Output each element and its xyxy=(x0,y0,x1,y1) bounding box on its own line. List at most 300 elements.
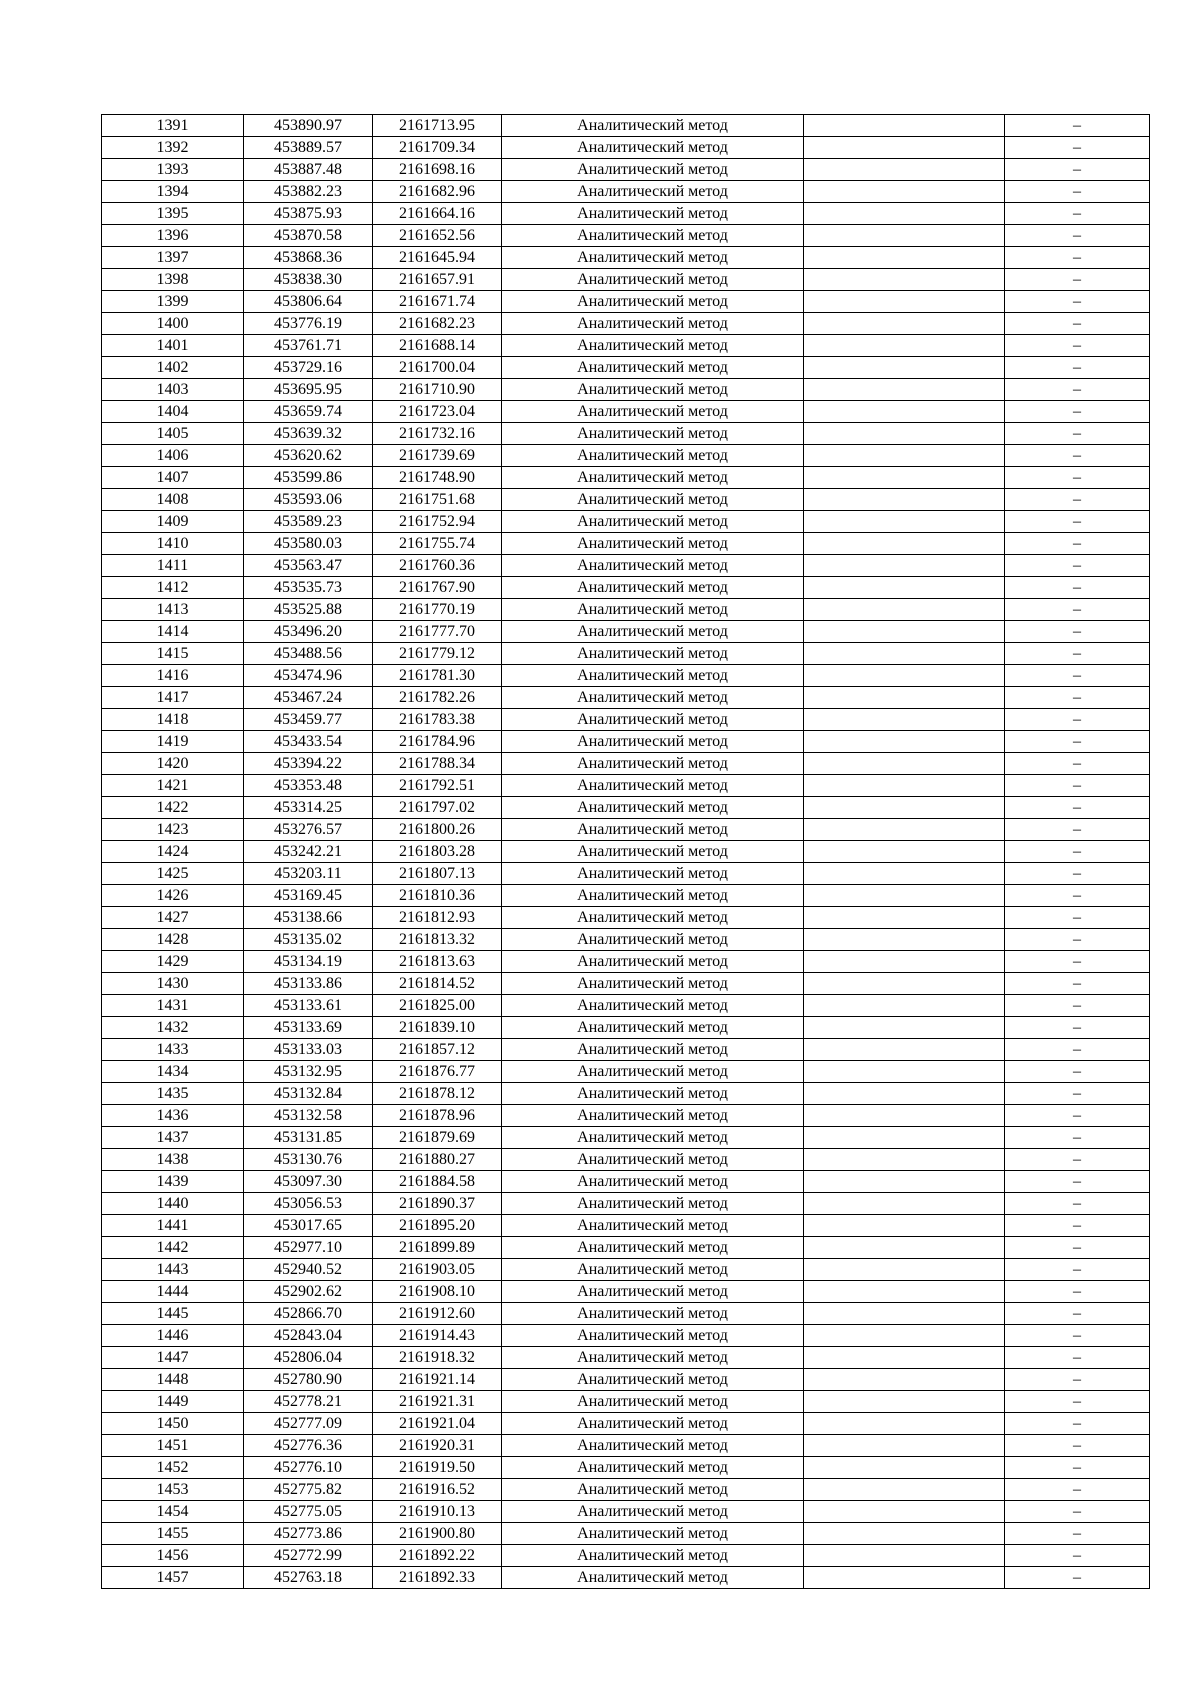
method-cell: Аналитический метод xyxy=(502,1193,804,1215)
point-number-cell: 1415 xyxy=(102,643,244,665)
point-number-cell: 1399 xyxy=(102,291,244,313)
y-coordinate-cell: 2161879.69 xyxy=(373,1127,502,1149)
x-coordinate-cell: 453314.25 xyxy=(244,797,373,819)
x-coordinate-cell: 453133.69 xyxy=(244,1017,373,1039)
method-cell: Аналитический метод xyxy=(502,797,804,819)
x-coordinate-cell: 453056.53 xyxy=(244,1193,373,1215)
y-coordinate-cell: 2161825.00 xyxy=(373,995,502,1017)
point-number-cell: 1410 xyxy=(102,533,244,555)
method-cell: Аналитический метод xyxy=(502,995,804,1017)
point-number-cell: 1445 xyxy=(102,1303,244,1325)
error-cell xyxy=(804,1325,1005,1347)
description-cell: – xyxy=(1005,665,1150,687)
table-row xyxy=(102,797,1150,819)
point-number-cell: 1394 xyxy=(102,181,244,203)
description-cell: – xyxy=(1005,951,1150,973)
y-coordinate-cell: 2161910.13 xyxy=(373,1501,502,1523)
method-cell: Аналитический метод xyxy=(502,379,804,401)
point-number-cell: 1440 xyxy=(102,1193,244,1215)
x-coordinate-cell: 452763.18 xyxy=(244,1567,373,1589)
method-cell: Аналитический метод xyxy=(502,775,804,797)
point-number-cell: 1412 xyxy=(102,577,244,599)
description-cell: – xyxy=(1005,973,1150,995)
y-coordinate-cell: 2161813.63 xyxy=(373,951,502,973)
x-coordinate-cell: 453135.02 xyxy=(244,929,373,951)
error-cell xyxy=(804,247,1005,269)
method-cell: Аналитический метод xyxy=(502,291,804,313)
description-cell: – xyxy=(1005,1017,1150,1039)
point-number-cell: 1418 xyxy=(102,709,244,731)
x-coordinate-cell: 453203.11 xyxy=(244,863,373,885)
error-cell xyxy=(804,1457,1005,1479)
error-cell xyxy=(804,1413,1005,1435)
error-cell xyxy=(804,1523,1005,1545)
method-cell: Аналитический метод xyxy=(502,731,804,753)
description-cell: – xyxy=(1005,181,1150,203)
point-number-cell: 1432 xyxy=(102,1017,244,1039)
x-coordinate-cell: 453130.76 xyxy=(244,1149,373,1171)
method-cell: Аналитический метод xyxy=(502,511,804,533)
table-row xyxy=(102,489,1150,511)
x-coordinate-cell: 453496.20 xyxy=(244,621,373,643)
point-number-cell: 1453 xyxy=(102,1479,244,1501)
x-coordinate-cell: 453133.86 xyxy=(244,973,373,995)
method-cell: Аналитический метод xyxy=(502,269,804,291)
description-cell: – xyxy=(1005,1193,1150,1215)
method-cell: Аналитический метод xyxy=(502,1039,804,1061)
point-number-cell: 1404 xyxy=(102,401,244,423)
x-coordinate-cell: 452843.04 xyxy=(244,1325,373,1347)
point-number-cell: 1436 xyxy=(102,1105,244,1127)
x-coordinate-cell: 453599.86 xyxy=(244,467,373,489)
y-coordinate-cell: 2161916.52 xyxy=(373,1479,502,1501)
point-number-cell: 1427 xyxy=(102,907,244,929)
description-cell: – xyxy=(1005,1391,1150,1413)
x-coordinate-cell: 452780.90 xyxy=(244,1369,373,1391)
error-cell xyxy=(804,335,1005,357)
point-number-cell: 1433 xyxy=(102,1039,244,1061)
point-number-cell: 1457 xyxy=(102,1567,244,1589)
x-coordinate-cell: 453875.93 xyxy=(244,203,373,225)
table-row xyxy=(102,1435,1150,1457)
error-cell xyxy=(804,115,1005,137)
table-row xyxy=(102,577,1150,599)
description-cell: – xyxy=(1005,1567,1150,1589)
point-number-cell: 1426 xyxy=(102,885,244,907)
y-coordinate-cell: 2161751.68 xyxy=(373,489,502,511)
description-cell: – xyxy=(1005,1083,1150,1105)
y-coordinate-cell: 2161783.38 xyxy=(373,709,502,731)
table-row xyxy=(102,247,1150,269)
method-cell: Аналитический метод xyxy=(502,489,804,511)
y-coordinate-cell: 2161880.27 xyxy=(373,1149,502,1171)
point-number-cell: 1429 xyxy=(102,951,244,973)
x-coordinate-cell: 453467.24 xyxy=(244,687,373,709)
error-cell xyxy=(804,665,1005,687)
table-row xyxy=(102,1039,1150,1061)
description-cell: – xyxy=(1005,731,1150,753)
point-number-cell: 1451 xyxy=(102,1435,244,1457)
x-coordinate-cell: 453870.58 xyxy=(244,225,373,247)
method-cell: Аналитический метод xyxy=(502,203,804,225)
y-coordinate-cell: 2161919.50 xyxy=(373,1457,502,1479)
x-coordinate-cell: 453488.56 xyxy=(244,643,373,665)
point-number-cell: 1444 xyxy=(102,1281,244,1303)
point-number-cell: 1449 xyxy=(102,1391,244,1413)
table-row xyxy=(102,401,1150,423)
table-row xyxy=(102,533,1150,555)
y-coordinate-cell: 2161732.16 xyxy=(373,423,502,445)
table-row xyxy=(102,335,1150,357)
table-row xyxy=(102,291,1150,313)
method-cell: Аналитический метод xyxy=(502,335,804,357)
error-cell xyxy=(804,1127,1005,1149)
error-cell xyxy=(804,1061,1005,1083)
point-number-cell: 1450 xyxy=(102,1413,244,1435)
y-coordinate-cell: 2161784.96 xyxy=(373,731,502,753)
y-coordinate-cell: 2161810.36 xyxy=(373,885,502,907)
description-cell: – xyxy=(1005,269,1150,291)
x-coordinate-cell: 453659.74 xyxy=(244,401,373,423)
y-coordinate-cell: 2161892.33 xyxy=(373,1567,502,1589)
y-coordinate-cell: 2161682.23 xyxy=(373,313,502,335)
error-cell xyxy=(804,1369,1005,1391)
method-cell: Аналитический метод xyxy=(502,1369,804,1391)
point-number-cell: 1407 xyxy=(102,467,244,489)
table-row xyxy=(102,1105,1150,1127)
y-coordinate-cell: 2161812.93 xyxy=(373,907,502,929)
y-coordinate-cell: 2161792.51 xyxy=(373,775,502,797)
table-row xyxy=(102,1259,1150,1281)
x-coordinate-cell: 452940.52 xyxy=(244,1259,373,1281)
method-cell: Аналитический метод xyxy=(502,841,804,863)
table-row xyxy=(102,511,1150,533)
error-cell xyxy=(804,1347,1005,1369)
table-row xyxy=(102,313,1150,335)
description-cell: – xyxy=(1005,115,1150,137)
description-cell: – xyxy=(1005,357,1150,379)
table-row xyxy=(102,819,1150,841)
y-coordinate-cell: 2161723.04 xyxy=(373,401,502,423)
error-cell xyxy=(804,1501,1005,1523)
description-cell: – xyxy=(1005,1457,1150,1479)
description-cell: – xyxy=(1005,753,1150,775)
method-cell: Аналитический метод xyxy=(502,687,804,709)
y-coordinate-cell: 2161921.04 xyxy=(373,1413,502,1435)
error-cell xyxy=(804,819,1005,841)
error-cell xyxy=(804,951,1005,973)
y-coordinate-cell: 2161748.90 xyxy=(373,467,502,489)
table-row xyxy=(102,995,1150,1017)
method-cell: Аналитический метод xyxy=(502,533,804,555)
x-coordinate-cell: 453580.03 xyxy=(244,533,373,555)
point-number-cell: 1402 xyxy=(102,357,244,379)
error-cell xyxy=(804,1039,1005,1061)
x-coordinate-cell: 453890.97 xyxy=(244,115,373,137)
x-coordinate-cell: 452977.10 xyxy=(244,1237,373,1259)
method-cell: Аналитический метод xyxy=(502,1501,804,1523)
point-number-cell: 1442 xyxy=(102,1237,244,1259)
y-coordinate-cell: 2161652.56 xyxy=(373,225,502,247)
error-cell xyxy=(804,995,1005,1017)
x-coordinate-cell: 453776.19 xyxy=(244,313,373,335)
table-row xyxy=(102,1567,1150,1589)
description-cell: – xyxy=(1005,775,1150,797)
description-cell: – xyxy=(1005,203,1150,225)
error-cell xyxy=(804,423,1005,445)
table-row xyxy=(102,203,1150,225)
x-coordinate-cell: 452775.82 xyxy=(244,1479,373,1501)
table-row xyxy=(102,423,1150,445)
x-coordinate-cell: 453132.84 xyxy=(244,1083,373,1105)
method-cell: Аналитический метод xyxy=(502,1259,804,1281)
method-cell: Аналитический метод xyxy=(502,1567,804,1589)
error-cell xyxy=(804,1017,1005,1039)
x-coordinate-cell: 453838.30 xyxy=(244,269,373,291)
method-cell: Аналитический метод xyxy=(502,819,804,841)
point-number-cell: 1417 xyxy=(102,687,244,709)
x-coordinate-cell: 453593.06 xyxy=(244,489,373,511)
point-number-cell: 1448 xyxy=(102,1369,244,1391)
table-row xyxy=(102,159,1150,181)
description-cell: – xyxy=(1005,863,1150,885)
method-cell: Аналитический метод xyxy=(502,401,804,423)
point-number-cell: 1423 xyxy=(102,819,244,841)
description-cell: – xyxy=(1005,577,1150,599)
point-number-cell: 1425 xyxy=(102,863,244,885)
x-coordinate-cell: 453639.32 xyxy=(244,423,373,445)
y-coordinate-cell: 2161912.60 xyxy=(373,1303,502,1325)
y-coordinate-cell: 2161770.19 xyxy=(373,599,502,621)
method-cell: Аналитический метод xyxy=(502,599,804,621)
error-cell xyxy=(804,1193,1005,1215)
x-coordinate-cell: 452902.62 xyxy=(244,1281,373,1303)
error-cell xyxy=(804,797,1005,819)
point-number-cell: 1396 xyxy=(102,225,244,247)
description-cell: – xyxy=(1005,1259,1150,1281)
method-cell: Аналитический метод xyxy=(502,621,804,643)
error-cell xyxy=(804,489,1005,511)
method-cell: Аналитический метод xyxy=(502,159,804,181)
error-cell xyxy=(804,445,1005,467)
method-cell: Аналитический метод xyxy=(502,973,804,995)
coordinates-table-body xyxy=(102,115,1150,1589)
error-cell xyxy=(804,1149,1005,1171)
x-coordinate-cell: 453133.03 xyxy=(244,1039,373,1061)
table-row xyxy=(102,1545,1150,1567)
point-number-cell: 1403 xyxy=(102,379,244,401)
x-coordinate-cell: 453806.64 xyxy=(244,291,373,313)
y-coordinate-cell: 2161900.80 xyxy=(373,1523,502,1545)
table-row xyxy=(102,1391,1150,1413)
y-coordinate-cell: 2161700.04 xyxy=(373,357,502,379)
y-coordinate-cell: 2161777.70 xyxy=(373,621,502,643)
description-cell: – xyxy=(1005,1127,1150,1149)
y-coordinate-cell: 2161671.74 xyxy=(373,291,502,313)
point-number-cell: 1411 xyxy=(102,555,244,577)
point-number-cell: 1447 xyxy=(102,1347,244,1369)
point-number-cell: 1421 xyxy=(102,775,244,797)
method-cell: Аналитический метод xyxy=(502,1523,804,1545)
method-cell: Аналитический метод xyxy=(502,951,804,973)
table-row xyxy=(102,863,1150,885)
point-number-cell: 1434 xyxy=(102,1061,244,1083)
description-cell: – xyxy=(1005,335,1150,357)
description-cell: – xyxy=(1005,533,1150,555)
error-cell xyxy=(804,1391,1005,1413)
error-cell xyxy=(804,643,1005,665)
description-cell: – xyxy=(1005,1281,1150,1303)
description-cell: – xyxy=(1005,885,1150,907)
table-row xyxy=(102,1413,1150,1435)
y-coordinate-cell: 2161876.77 xyxy=(373,1061,502,1083)
table-row xyxy=(102,1523,1150,1545)
y-coordinate-cell: 2161921.14 xyxy=(373,1369,502,1391)
table-row xyxy=(102,1127,1150,1149)
error-cell xyxy=(804,555,1005,577)
point-number-cell: 1392 xyxy=(102,137,244,159)
point-number-cell: 1456 xyxy=(102,1545,244,1567)
description-cell: – xyxy=(1005,159,1150,181)
y-coordinate-cell: 2161713.95 xyxy=(373,115,502,137)
y-coordinate-cell: 2161664.16 xyxy=(373,203,502,225)
description-cell: – xyxy=(1005,313,1150,335)
table-row xyxy=(102,1479,1150,1501)
error-cell xyxy=(804,313,1005,335)
x-coordinate-cell: 453097.30 xyxy=(244,1171,373,1193)
error-cell xyxy=(804,929,1005,951)
description-cell: – xyxy=(1005,1347,1150,1369)
table-row xyxy=(102,731,1150,753)
method-cell: Аналитический метод xyxy=(502,1413,804,1435)
point-number-cell: 1446 xyxy=(102,1325,244,1347)
method-cell: Аналитический метод xyxy=(502,1127,804,1149)
error-cell xyxy=(804,401,1005,423)
error-cell xyxy=(804,841,1005,863)
error-cell xyxy=(804,1281,1005,1303)
error-cell xyxy=(804,1105,1005,1127)
x-coordinate-cell: 453133.61 xyxy=(244,995,373,1017)
point-number-cell: 1401 xyxy=(102,335,244,357)
error-cell xyxy=(804,1479,1005,1501)
table-row xyxy=(102,137,1150,159)
method-cell: Аналитический метод xyxy=(502,115,804,137)
x-coordinate-cell: 452773.86 xyxy=(244,1523,373,1545)
x-coordinate-cell: 453868.36 xyxy=(244,247,373,269)
y-coordinate-cell: 2161645.94 xyxy=(373,247,502,269)
method-cell: Аналитический метод xyxy=(502,1325,804,1347)
error-cell xyxy=(804,379,1005,401)
error-cell xyxy=(804,621,1005,643)
y-coordinate-cell: 2161788.34 xyxy=(373,753,502,775)
error-cell xyxy=(804,863,1005,885)
point-number-cell: 1420 xyxy=(102,753,244,775)
x-coordinate-cell: 453563.47 xyxy=(244,555,373,577)
description-cell: – xyxy=(1005,621,1150,643)
description-cell: – xyxy=(1005,643,1150,665)
point-number-cell: 1409 xyxy=(102,511,244,533)
table-row xyxy=(102,643,1150,665)
description-cell: – xyxy=(1005,1171,1150,1193)
description-cell: – xyxy=(1005,511,1150,533)
x-coordinate-cell: 453169.45 xyxy=(244,885,373,907)
table-row xyxy=(102,1193,1150,1215)
x-coordinate-cell: 453459.77 xyxy=(244,709,373,731)
y-coordinate-cell: 2161914.43 xyxy=(373,1325,502,1347)
method-cell: Аналитический метод xyxy=(502,753,804,775)
table-row xyxy=(102,841,1150,863)
x-coordinate-cell: 453761.71 xyxy=(244,335,373,357)
y-coordinate-cell: 2161890.37 xyxy=(373,1193,502,1215)
description-cell: – xyxy=(1005,1369,1150,1391)
point-number-cell: 1441 xyxy=(102,1215,244,1237)
coordinates-table xyxy=(101,114,1150,1589)
method-cell: Аналитический метод xyxy=(502,643,804,665)
error-cell xyxy=(804,291,1005,313)
description-cell: – xyxy=(1005,291,1150,313)
table-row xyxy=(102,973,1150,995)
description-cell: – xyxy=(1005,1435,1150,1457)
x-coordinate-cell: 453882.23 xyxy=(244,181,373,203)
description-cell: – xyxy=(1005,995,1150,1017)
method-cell: Аналитический метод xyxy=(502,885,804,907)
table-row xyxy=(102,1325,1150,1347)
error-cell xyxy=(804,1171,1005,1193)
description-cell: – xyxy=(1005,1325,1150,1347)
method-cell: Аналитический метод xyxy=(502,1215,804,1237)
table-row xyxy=(102,951,1150,973)
method-cell: Аналитический метод xyxy=(502,247,804,269)
method-cell: Аналитический метод xyxy=(502,357,804,379)
table-row xyxy=(102,379,1150,401)
table-row xyxy=(102,929,1150,951)
method-cell: Аналитический метод xyxy=(502,137,804,159)
error-cell xyxy=(804,577,1005,599)
table-row xyxy=(102,1215,1150,1237)
y-coordinate-cell: 2161657.91 xyxy=(373,269,502,291)
error-cell xyxy=(804,599,1005,621)
y-coordinate-cell: 2161782.26 xyxy=(373,687,502,709)
error-cell xyxy=(804,533,1005,555)
x-coordinate-cell: 452806.04 xyxy=(244,1347,373,1369)
table-row xyxy=(102,269,1150,291)
point-number-cell: 1438 xyxy=(102,1149,244,1171)
error-cell xyxy=(804,467,1005,489)
table-row xyxy=(102,709,1150,731)
point-number-cell: 1452 xyxy=(102,1457,244,1479)
error-cell xyxy=(804,269,1005,291)
point-number-cell: 1414 xyxy=(102,621,244,643)
description-cell: – xyxy=(1005,1523,1150,1545)
x-coordinate-cell: 452778.21 xyxy=(244,1391,373,1413)
table-row xyxy=(102,1303,1150,1325)
description-cell: – xyxy=(1005,445,1150,467)
x-coordinate-cell: 453620.62 xyxy=(244,445,373,467)
method-cell: Аналитический метод xyxy=(502,225,804,247)
table-row xyxy=(102,1457,1150,1479)
x-coordinate-cell: 452772.99 xyxy=(244,1545,373,1567)
method-cell: Аналитический метод xyxy=(502,1171,804,1193)
point-number-cell: 1393 xyxy=(102,159,244,181)
y-coordinate-cell: 2161878.96 xyxy=(373,1105,502,1127)
y-coordinate-cell: 2161755.74 xyxy=(373,533,502,555)
method-cell: Аналитический метод xyxy=(502,1237,804,1259)
y-coordinate-cell: 2161878.12 xyxy=(373,1083,502,1105)
description-cell: – xyxy=(1005,1413,1150,1435)
y-coordinate-cell: 2161814.52 xyxy=(373,973,502,995)
y-coordinate-cell: 2161903.05 xyxy=(373,1259,502,1281)
error-cell xyxy=(804,1545,1005,1567)
